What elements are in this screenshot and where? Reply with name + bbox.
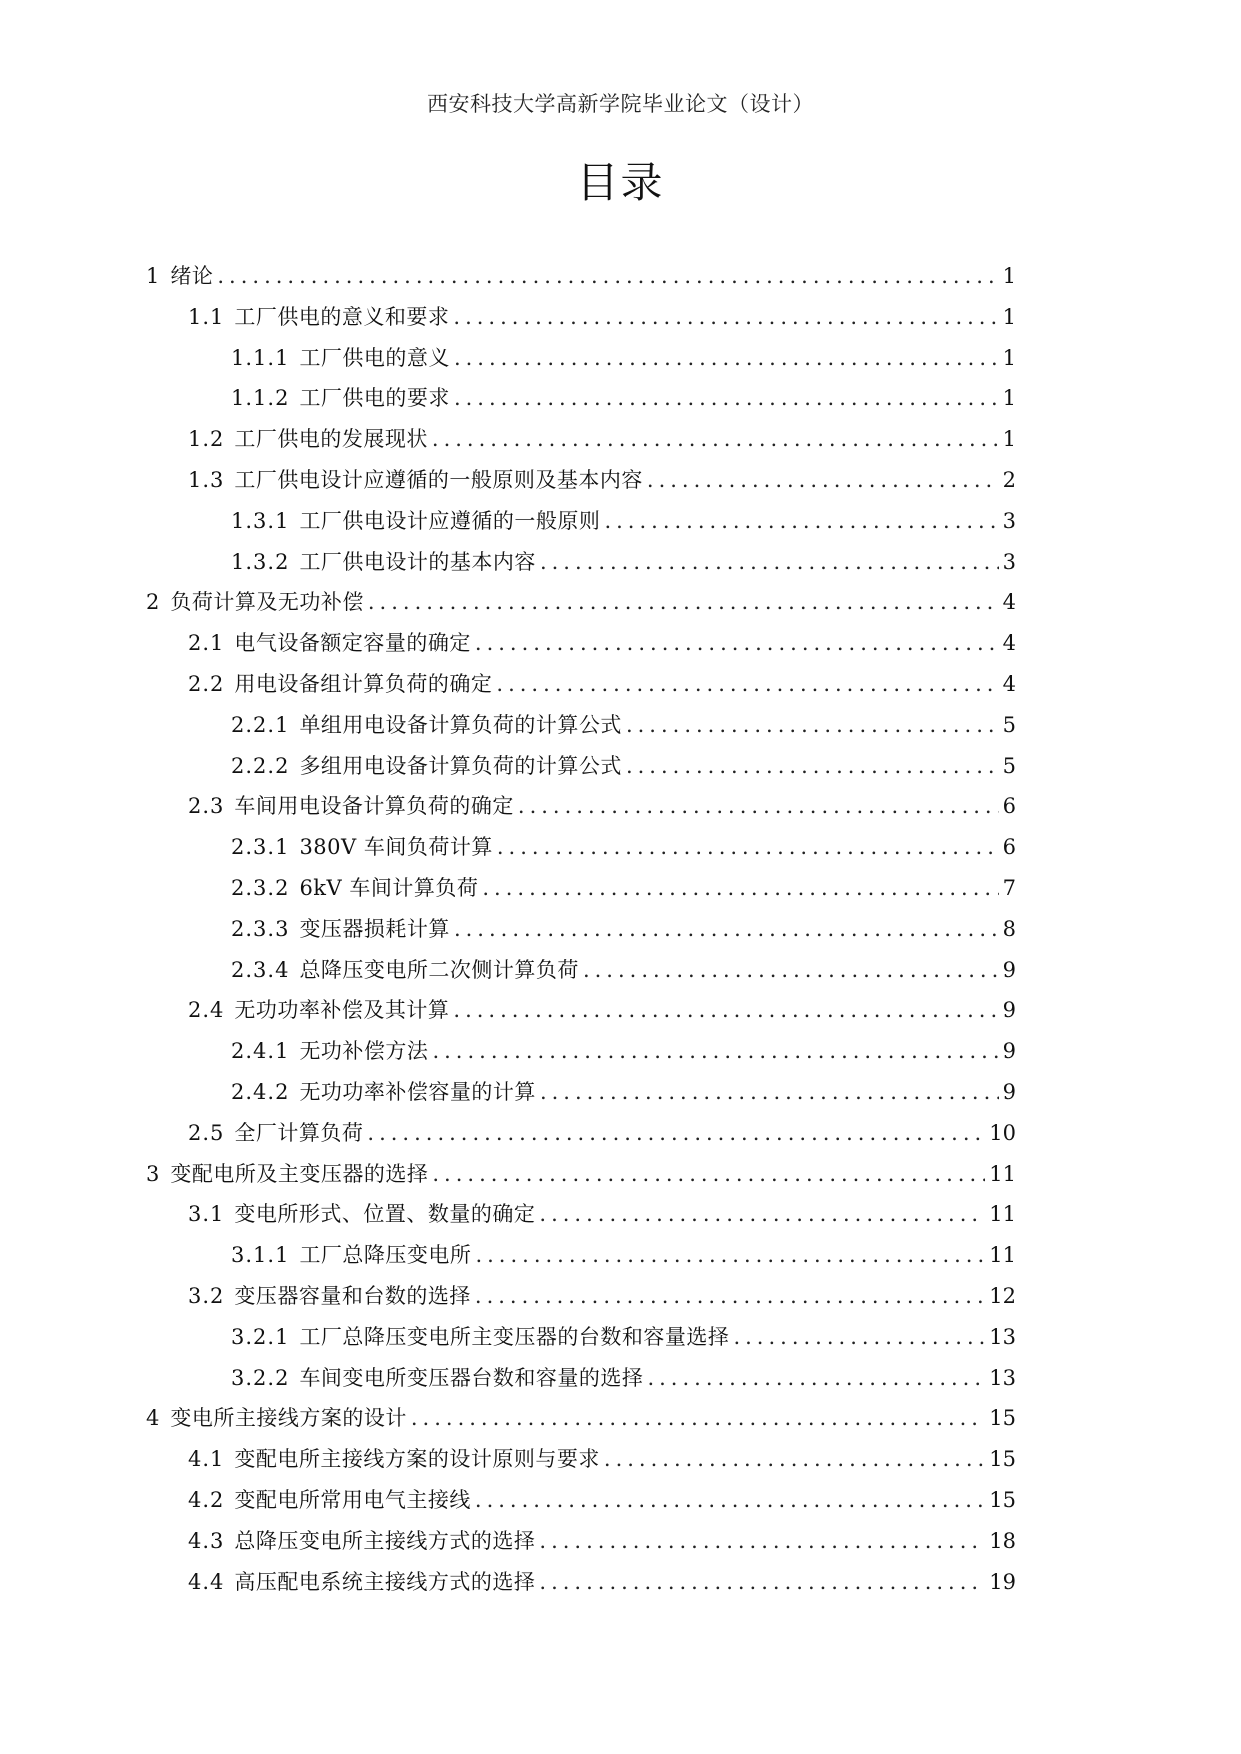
toc-entry[interactable] [146,909,1016,950]
toc-dot-leader [539,1562,985,1603]
toc-entry-number: 3.1.1 [231,1243,290,1268]
table-of-contents [146,256,1016,1602]
toc-entry-number: 2.3 [188,794,225,819]
page-title: 目录 [576,158,665,207]
toc-entry[interactable] [146,1480,1016,1521]
toc-dot-leader [454,338,999,379]
toc-entry-number: 2.3.4 [231,957,290,982]
toc-entry-number: 1.3.2 [231,549,290,574]
toc-entry-title: 无功功率补偿及其计算 [234,998,450,1023]
toc-entry-number: 1.3.1 [231,508,290,533]
toc-entry[interactable] [146,1235,1016,1276]
toc-dot-leader [626,705,999,746]
toc-dot-leader [540,1072,999,1113]
toc-entry[interactable] [146,786,1016,827]
toc-entry-title: 电气设备额定容量的确定 [234,631,471,656]
toc-entry-page-number: 8 [1002,916,1016,941]
toc-dot-leader [475,1276,985,1317]
toc-entry-title: 工厂总降压变电所 [299,1243,472,1268]
toc-entry-title: 工厂供电设计应遵循的一般原则 [299,508,601,533]
toc-dot-leader [454,378,999,419]
toc-entry[interactable] [146,542,1016,583]
toc-entry-page-number: 1 [1002,427,1016,452]
toc-entry-number: 3.2.2 [231,1365,290,1390]
toc-dot-leader [454,909,999,950]
toc-entry-title: 工厂总降压变电所主变压器的台数和容量选择 [299,1324,730,1349]
toc-dot-leader [733,1317,985,1358]
page-header: 西安科技大学高新学院毕业论文（设计） [427,92,814,116]
toc-entry-title: 工厂供电的意义 [299,345,450,370]
toc-entry-number: 2.5 [188,1120,225,1145]
toc-entry-number: 3 [146,1161,161,1186]
toc-entry-number: 2 [146,590,161,615]
toc-entry-page-number: 15 [989,1487,1016,1512]
toc-entry-title: 车间用电设备计算负荷的确定 [234,794,514,819]
toc-entry[interactable] [146,460,1016,501]
toc-entry[interactable] [146,827,1016,868]
toc-entry-number: 2.4 [188,998,225,1023]
toc-entry-page-number: 12 [989,1283,1016,1308]
toc-entry[interactable] [146,1439,1016,1480]
toc-dot-leader [604,1439,985,1480]
toc-entry-title: 车间变电所变压器台数和容量的选择 [299,1365,644,1390]
toc-entry-page-number: 1 [1002,386,1016,411]
toc-entry-page-number: 9 [1002,998,1016,1023]
toc-entry[interactable] [146,950,1016,991]
toc-entry[interactable] [146,378,1016,419]
toc-entry-title: 负荷计算及无功补偿 [170,590,364,615]
toc-entry[interactable] [146,419,1016,460]
toc-entry[interactable] [146,1072,1016,1113]
toc-entry-page-number: 10 [989,1120,1016,1145]
toc-entry[interactable] [146,623,1016,664]
toc-entry-title: 无功补偿方法 [299,1039,429,1064]
toc-dot-leader [475,623,999,664]
toc-entry[interactable] [146,1154,1016,1195]
toc-entry-title: 变电所形式、位置、数量的确定 [234,1202,536,1227]
toc-dot-leader [482,868,998,909]
toc-entry-page-number: 2 [1002,467,1016,492]
toc-entry[interactable] [146,297,1016,338]
toc-dot-leader [539,1521,985,1562]
toc-entry-number: 1.2 [188,427,225,452]
toc-entry-number: 3.1 [188,1202,225,1227]
toc-entry-title: 工厂供电设计的基本内容 [299,549,536,574]
toc-dot-leader [518,786,999,827]
toc-entry-page-number: 19 [989,1569,1016,1594]
toc-entry-number: 1.1 [188,304,225,329]
toc-entry-number: 4.4 [188,1569,225,1594]
toc-entry[interactable] [146,1317,1016,1358]
toc-dot-leader [626,746,999,787]
toc-entry[interactable] [146,1562,1016,1603]
toc-dot-leader [540,542,999,583]
toc-entry-number: 2.4.1 [231,1039,290,1064]
toc-entry-number: 2.1 [188,631,225,656]
toc-entry[interactable] [146,664,1016,705]
toc-entry-page-number: 15 [989,1447,1016,1472]
toc-entry-number: 1.1.1 [231,345,290,370]
toc-entry[interactable] [146,1194,1016,1235]
toc-entry-title: 工厂供电的意义和要求 [234,304,450,329]
toc-entry-title: 工厂供电设计应遵循的一般原则及基本内容 [234,467,643,492]
toc-entry-page-number: 7 [1002,875,1016,900]
toc-entry-page-number: 4 [1002,631,1016,656]
toc-entry-page-number: 3 [1002,508,1016,533]
toc-entry[interactable] [146,705,1016,746]
toc-entry[interactable] [146,1276,1016,1317]
toc-entry-page-number: 15 [989,1406,1016,1431]
toc-entry-title: 工厂供电的要求 [299,386,450,411]
toc-entry-number: 2.3.2 [231,875,290,900]
toc-dot-leader [367,1113,985,1154]
toc-entry-title: 工厂供电的发展现状 [234,427,428,452]
toc-entry-number: 3.2 [188,1283,225,1308]
toc-entry-title: 变配电所主接线方案的设计原则与要求 [234,1447,600,1472]
toc-entry-title: 变电所主接线方案的设计 [170,1406,407,1431]
toc-entry-number: 4.2 [188,1487,225,1512]
toc-entry-page-number: 6 [1002,794,1016,819]
toc-dot-leader [604,501,998,542]
toc-entry-page-number: 11 [989,1243,1016,1268]
toc-entry[interactable] [146,746,1016,787]
toc-entry-number: 4.1 [188,1447,225,1472]
toc-entry[interactable] [146,1398,1016,1439]
toc-entry[interactable] [146,1031,1016,1072]
toc-entry-page-number: 9 [1002,957,1016,982]
toc-dot-leader [583,950,999,991]
toc-entry[interactable] [146,256,1016,297]
toc-entry[interactable] [146,338,1016,379]
toc-dot-leader [475,1480,985,1521]
toc-entry[interactable] [146,1113,1016,1154]
toc-entry-title: 无功功率补偿容量的计算 [299,1079,536,1104]
toc-entry[interactable] [146,501,1016,542]
toc-entry-number: 1.1.2 [231,386,290,411]
toc-entry-title: 多组用电设备计算负荷的计算公式 [299,753,622,778]
toc-entry-number: 2.2 [188,671,225,696]
toc-entry-page-number: 13 [989,1365,1016,1390]
toc-dot-leader [411,1398,985,1439]
toc-entry-number: 4.3 [188,1528,225,1553]
toc-entry-page-number: 11 [989,1202,1016,1227]
toc-entry-title: 总降压变电所主接线方式的选择 [234,1528,536,1553]
toc-dot-leader [539,1194,985,1235]
toc-dot-leader [368,582,999,623]
toc-entry-title: 380V 车间负荷计算 [299,835,493,860]
toc-entry-page-number: 5 [1002,712,1016,737]
toc-entry-page-number: 9 [1002,1039,1016,1064]
toc-dot-leader [432,1154,985,1195]
toc-dot-leader [496,664,998,705]
toc-entry-page-number: 13 [989,1324,1016,1349]
toc-entry-page-number: 1 [1002,345,1016,370]
toc-entry[interactable] [146,582,1016,623]
toc-dot-leader [217,256,998,297]
toc-dot-leader [475,1235,985,1276]
toc-entry-page-number: 18 [989,1528,1016,1553]
toc-entry[interactable] [146,868,1016,909]
toc-entry-page-number: 3 [1002,549,1016,574]
toc-dot-leader [647,460,999,501]
toc-entry[interactable] [146,990,1016,1031]
toc-entry-title: 变压器容量和台数的选择 [234,1283,471,1308]
toc-entry-title: 变配电所常用电气主接线 [234,1487,471,1512]
toc-dot-leader [453,297,998,338]
toc-dot-leader [453,990,998,1031]
toc-entry-title: 变压器损耗计算 [299,916,450,941]
toc-entry-title: 单组用电设备计算负荷的计算公式 [299,712,622,737]
toc-entry-title: 绪论 [170,264,214,288]
toc-entry-title: 全厂计算负荷 [234,1120,364,1145]
toc-dot-leader [432,419,999,460]
toc-entry-number: 2.3.3 [231,916,290,941]
toc-entry-page-number: 9 [1002,1079,1016,1104]
toc-entry-page-number: 1 [1002,264,1016,288]
toc-entry-number: 2.2.1 [231,712,290,737]
toc-entry-title: 用电设备组计算负荷的确定 [234,671,493,696]
toc-entry-number: 2.2.2 [231,753,290,778]
toc-entry-number: 3.2.1 [231,1324,290,1349]
toc-entry-number: 2.3.1 [231,835,290,860]
toc-entry-title: 变配电所及主变压器的选择 [170,1161,429,1186]
toc-entry-number: 1.3 [188,467,225,492]
toc-dot-leader [647,1358,985,1399]
toc-entry-title: 总降压变电所二次侧计算负荷 [299,957,579,982]
toc-entry[interactable] [146,1521,1016,1562]
toc-entry-title: 6kV 车间计算负荷 [299,875,479,900]
toc-entry-number: 4 [146,1406,161,1431]
toc-dot-leader [497,827,999,868]
toc-entry-page-number: 11 [989,1161,1016,1186]
toc-entry-page-number: 5 [1002,753,1016,778]
toc-entry-page-number: 4 [1002,590,1016,615]
toc-entry[interactable] [146,1358,1016,1399]
toc-entry-page-number: 6 [1002,835,1016,860]
toc-entry-page-number: 4 [1002,671,1016,696]
toc-dot-leader [432,1031,998,1072]
toc-entry-title: 高压配电系统主接线方式的选择 [234,1569,536,1594]
toc-entry-page-number: 1 [1002,304,1016,329]
toc-entry-number: 2.4.2 [231,1079,290,1104]
toc-entry-number: 1 [146,264,161,288]
